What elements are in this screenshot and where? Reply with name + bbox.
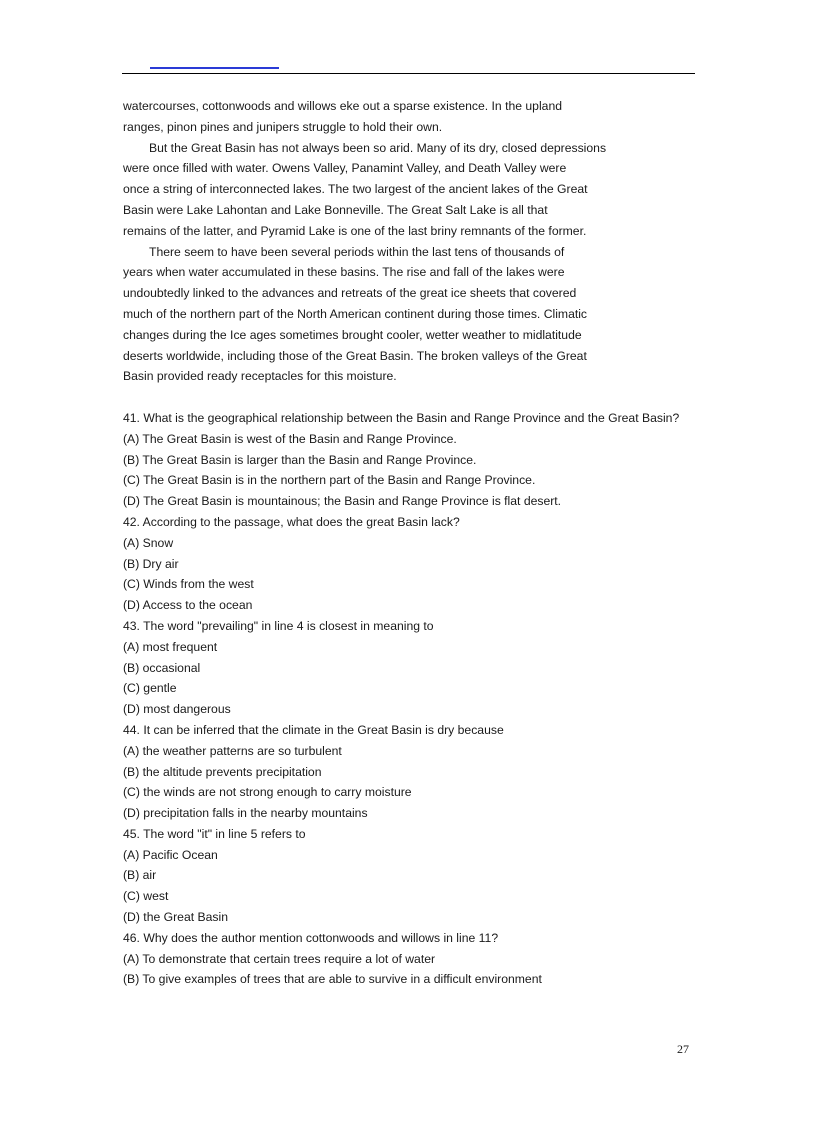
answer-option: (D) The Great Basin is mountainous; the Basin and Range Province is flat desert. (123, 494, 562, 509)
answer-option: (D) the Great Basin (123, 910, 228, 925)
passage (123, 96, 698, 387)
question-44 (123, 720, 698, 824)
answer-option: (C) The Great Basin is in the northern part of the Basin and Range Province. (123, 473, 536, 488)
answer-option: (A) The Great Basin is west of the Basin and Range Province. (123, 431, 457, 446)
answer-option: (B) occasional (123, 660, 201, 675)
questions (123, 408, 698, 990)
answer-option: (A) To demonstrate that certain trees require a lot of water (123, 951, 436, 966)
answer-option: (C) the winds are not strong enough to carry moisture (123, 785, 412, 800)
page-content (123, 96, 698, 990)
answer-option: (D) precipitation falls in the nearby mountains (123, 806, 368, 821)
answer-option: (C) gentle (123, 681, 177, 696)
answer-option: (B) To give examples of trees that are able to survive in a difficult environment (123, 972, 542, 987)
question-stem: 43. The word "prevailing" in line 4 is closest in meaning to (123, 618, 434, 633)
passage-line: years when water accumulated in these basins. The rise and fall of the lakes were (123, 265, 565, 280)
question-41 (123, 408, 698, 512)
answer-option: (A) Pacific Ocean (123, 847, 218, 862)
question-45 (123, 824, 698, 928)
answer-option: (B) air (123, 868, 157, 883)
passage-line: remains of the latter, and Pyramid Lake is one of the last briny remnants of the former. (123, 223, 587, 238)
question-46 (123, 928, 698, 990)
question-stem: 45. The word "it" in line 5 refers to (123, 826, 306, 841)
passage-line: were once filled with water. Owens Valley, Panamint Valley, and Death Valley were (123, 161, 567, 176)
passage-line: Basin provided ready receptacles for this moisture. (123, 369, 397, 384)
question-stem: 42. According to the passage, what does the great Basin lack? (123, 514, 460, 529)
answer-option: (A) most frequent (123, 639, 218, 654)
question-42 (123, 512, 698, 616)
passage-line: Basin were Lake Lahontan and Lake Bonneville. The Great Salt Lake is all that (123, 202, 548, 217)
passage-line: undoubtedly linked to the advances and retreats of the great ice sheets that covered (123, 286, 577, 301)
answer-option: (A) the weather patterns are so turbulent (123, 743, 342, 758)
passage-line: once a string of interconnected lakes. The two largest of the ancient lakes of the Great (123, 182, 588, 197)
answer-option: (B) Dry air (123, 556, 179, 571)
passage-line: deserts worldwide, including those of the Great Basin. The broken valleys of the Great (123, 348, 587, 363)
passage-line: watercourses, cottonwoods and willows eke out a sparse existence. In the upland (123, 99, 562, 113)
answer-option: (C) west (123, 889, 169, 904)
question-stem: 46. Why does the author mention cottonwoods and willows in line 11? (123, 930, 499, 945)
answer-option: (B) the altitude prevents precipitation (123, 764, 322, 779)
answer-option: (C) Winds from the west (123, 577, 254, 592)
passage-line: much of the northern part of the North American continent during those times. Climatic (123, 306, 588, 321)
page-number: 27 (677, 1042, 689, 1056)
question-43 (123, 616, 698, 720)
question-stem: 44. It can be inferred that the climate in the Great Basin is dry because (123, 722, 504, 737)
passage-line: There seem to have been several periods within the last tens of thousands of (149, 244, 565, 259)
answer-option: (D) Access to the ocean (123, 598, 253, 613)
header-link-underline[interactable] (150, 67, 279, 69)
spacer (123, 387, 698, 408)
header-rule (122, 73, 695, 74)
answer-option: (B) The Great Basin is larger than the Basin and Range Province. (123, 452, 477, 467)
passage-line: changes during the Ice ages sometimes brought cooler, wetter weather to midlatitude (123, 327, 582, 342)
passage-line: ranges, pinon pines and junipers struggle to hold their own. (123, 119, 443, 134)
answer-option: (A) Snow (123, 535, 174, 550)
answer-option: (D) most dangerous (123, 702, 231, 717)
passage-line: But the Great Basin has not always been so arid. Many of its dry, closed depressions (149, 140, 607, 155)
question-stem: 41. What is the geographical relationship between the Basin and Range Province and the Great Basin? (123, 410, 680, 425)
